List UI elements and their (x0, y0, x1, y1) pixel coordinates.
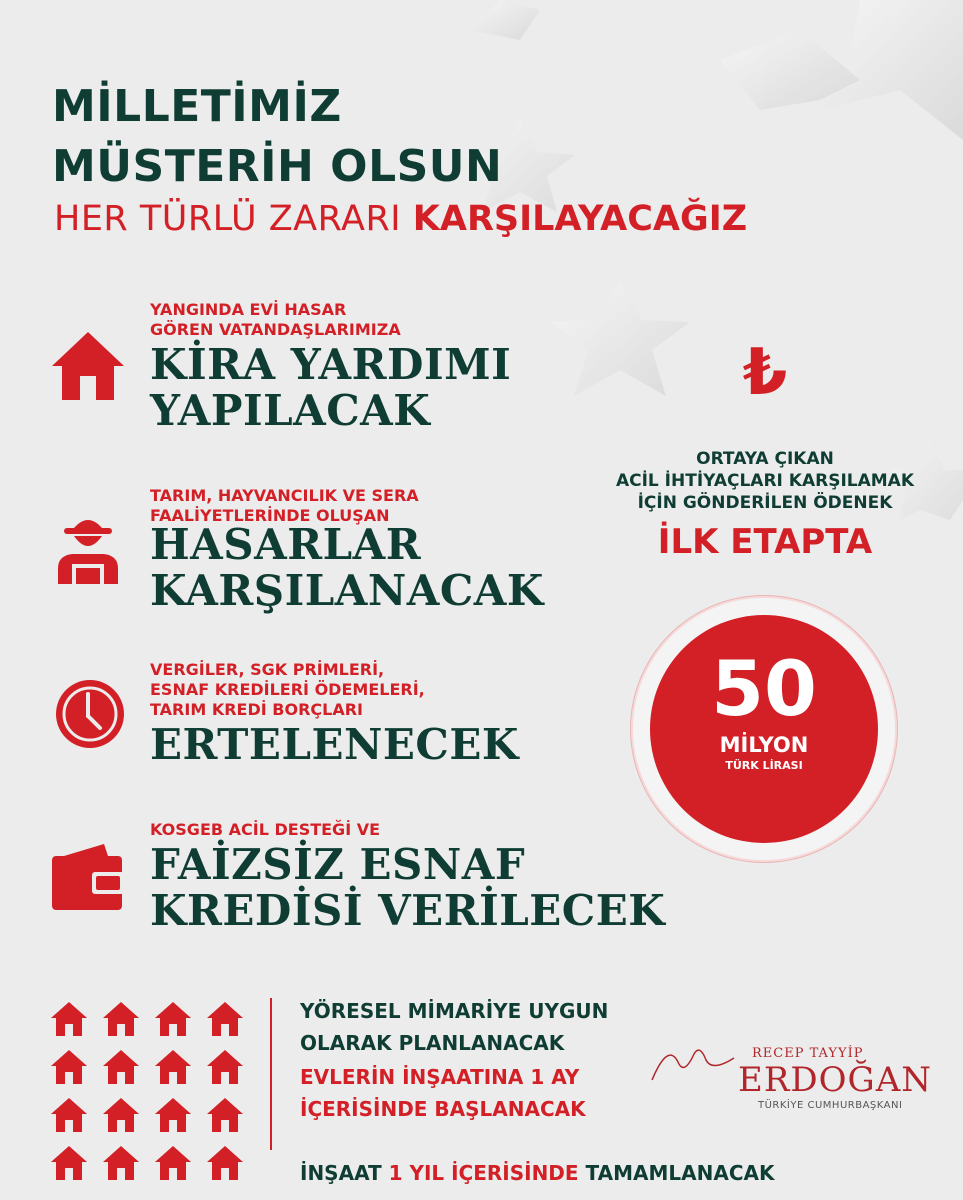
small-house-icon (207, 1146, 243, 1180)
wallet-icon (50, 842, 124, 912)
measure-4-title: FAİZSİZ ESNAF KREDİSİ VERİLECEK (150, 840, 666, 935)
small-house-icon (155, 1002, 191, 1036)
signature-title: TÜRKİYE CUMHURBAŞKANI (758, 1100, 903, 1111)
small-house-icon (51, 1002, 87, 1036)
small-house-icon (103, 1146, 139, 1180)
measure-4-subtitle: KOSGEB ACİL DESTEĞİ VE (150, 820, 381, 839)
housing-line3: EVLERİN İNŞAATINA 1 AY (300, 1065, 580, 1089)
housing-line4: İÇERİSİNDE BAŞLANACAK (300, 1097, 586, 1121)
headline-line3-regular: HER TÜRLÜ ZARARI (54, 199, 413, 239)
headline-line3-bold: KARŞILAYACAĞIZ (412, 199, 748, 239)
amount-circle (650, 615, 878, 843)
small-house-icon (103, 1098, 139, 1132)
clock-icon (54, 678, 126, 750)
small-house-icon (103, 1050, 139, 1084)
fund-highlight: İLK ETAPTA (657, 522, 873, 562)
measure-1-title: KİRA YARDIMI YAPILACAK (150, 340, 512, 435)
divider (270, 998, 272, 1150)
small-house-icon (155, 1146, 191, 1180)
housing-line2: OLARAK PLANLANACAK (300, 1031, 565, 1055)
headline-line1: MİLLETİMİZ (52, 81, 342, 132)
housing-line1: YÖRESEL MİMARİYE UYGUN (300, 999, 609, 1023)
house-grid (50, 1000, 250, 1190)
small-house-icon (207, 1050, 243, 1084)
measure-2-subtitle: TARIM, HAYVANCILIK VE SERA FAALİYETLERİNDE OLUŞAN (150, 486, 419, 525)
signature-surname: ERDOĞAN (738, 1060, 933, 1100)
amount-unit: MİLYON (719, 733, 809, 757)
small-house-icon (51, 1050, 87, 1084)
small-house-icon (103, 1002, 139, 1036)
small-house-icon (155, 1050, 191, 1084)
house-icon (50, 330, 126, 402)
small-house-icon (207, 1002, 243, 1036)
small-house-icon (51, 1098, 87, 1132)
fund-description: ORTAYA ÇIKAN ACİL İHTİYAÇLARI KARŞILAMAK İÇİN GÖNDERİLEN ÖDENEK (615, 449, 915, 513)
lira-icon: ₺ (742, 336, 788, 410)
signature-first-name: RECEP TAYYİP (752, 1046, 864, 1061)
measure-1-subtitle: YANGINDA EVİ HASAR GÖREN VATANDAŞLARIMIZA (150, 300, 401, 339)
amount-number: 50 (711, 644, 817, 733)
headline-line3 (54, 198, 747, 240)
amount-badge (633, 598, 895, 860)
measure-3-subtitle: VERGİLER, SGK PRİMLERİ, ESNAF KREDİLERİ ÖDEMELERİ, TARIM KREDİ BORÇLARI (150, 660, 425, 719)
amount-currency: TÜRK LİRASI (725, 759, 803, 772)
small-house-icon (51, 1146, 87, 1180)
small-house-icon (155, 1098, 191, 1132)
headline-line2: MÜSTERİH OLSUN (52, 141, 503, 192)
housing-final: İNŞAAT 1 YIL İÇERİSİNDE TAMAMLANACAK (300, 1161, 775, 1185)
measure-3-title: ERTELENECEK (150, 720, 519, 769)
measure-2-title: HASARLAR KARŞILANACAK (150, 520, 544, 615)
farmer-icon (54, 512, 122, 584)
small-house-icon (207, 1098, 243, 1132)
signature-scribble-icon (648, 1032, 738, 1092)
